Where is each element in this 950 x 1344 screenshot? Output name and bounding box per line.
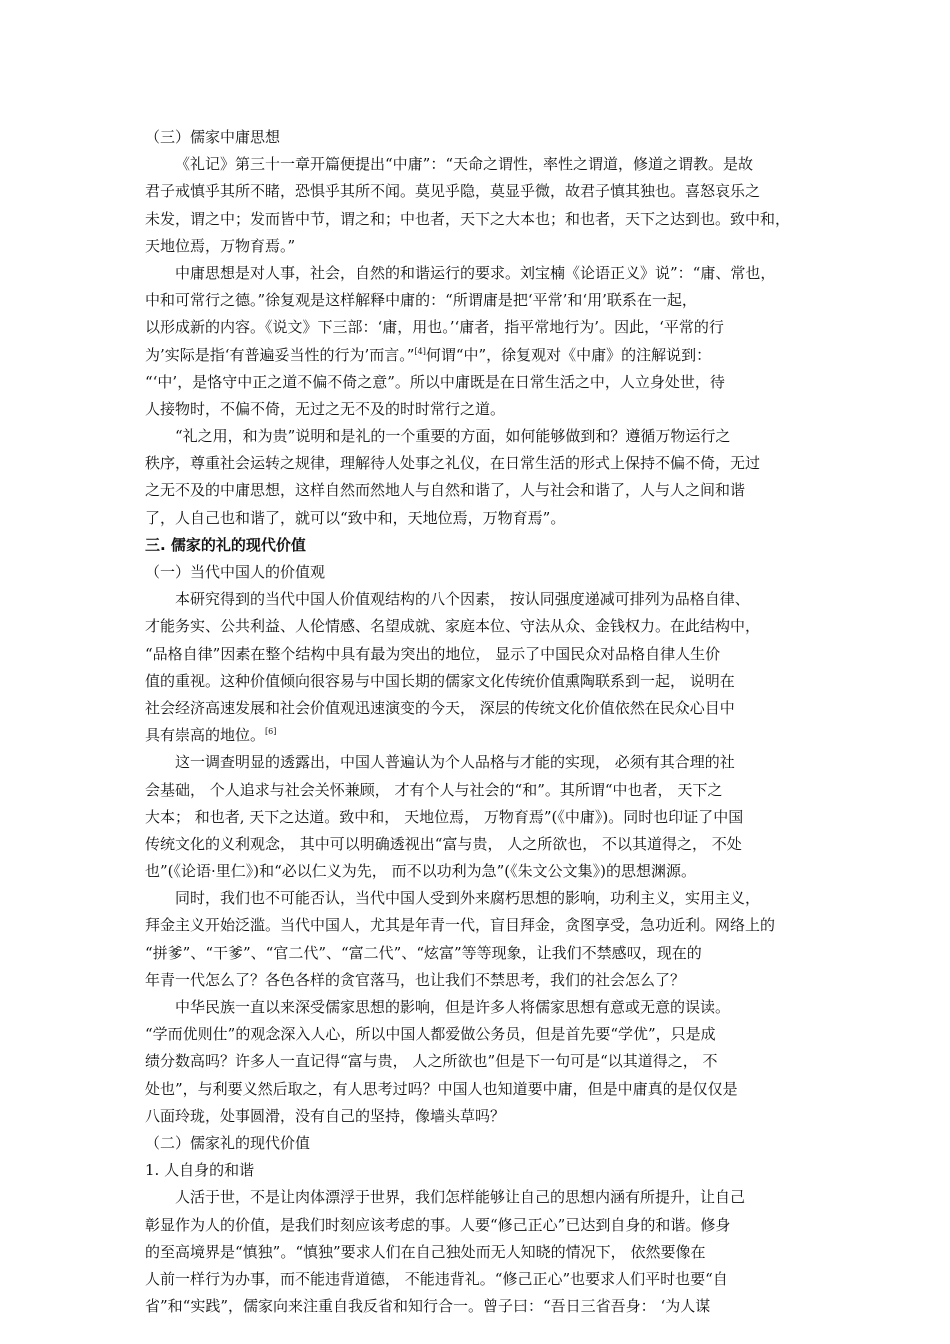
paragraph-line: 中和可常行之德。”徐复观是这样解释中庸的：“所谓庸是把‘平常’和‘用’联系在一起，	[145, 291, 697, 310]
paragraph-line: 人前一样行为办事，而不能违背道德， 不能违背礼。“修己正心”也要求人们平时也要“自	[145, 1269, 728, 1288]
paragraph-line: 《礼记》第三十一章开篇便提出“中庸”：“天命之谓性，率性之谓道，修道之谓教。是故	[175, 155, 754, 174]
paragraph-line: 君子戒慎乎其所不睹，恐惧乎其所不闻。莫见乎隐，莫显乎微，故君子慎其独也。喜怒哀乐之	[145, 182, 761, 201]
paragraph-line	[145, 722, 807, 749]
paragraph-line: 传统文化的义利观念， 其中可以明确透视出“富与贵， 人之所欲也， 不以其道得之， 不处	[145, 834, 742, 853]
paragraph-line: “‘中’，是恪守中正之道不偏不倚之意”。所以中庸既是在日常生活之中，人立身处世，待	[145, 372, 725, 391]
paragraph-line: 八面玲珑，处事圆滑，没有自己的坚持，像墙头草吗？	[145, 1106, 506, 1125]
paragraph-line: 会基础， 个人追求与社会关怀兼顾， 才有个人与社会的“和”。其所谓“中也者， 天下之	[145, 780, 723, 799]
heading-contemporary-values: （一）当代中国人的价值观	[145, 563, 326, 581]
paragraph-line: “品格自律”因素在整个结构中具有最为突出的地位， 显示了中国民众对品格自律人生价	[145, 644, 721, 663]
paragraph-line: “礼之用，和为贵”说明和是礼的一个重要的方面，如何能够做到和？遵循万物运行之	[175, 427, 731, 446]
paragraph-self-cultivation	[145, 1184, 807, 1320]
paragraph-line: 中华民族一直以来深受儒家思想的影响，但是许多人将儒家思想有意或无意的误读。	[175, 998, 731, 1016]
line-text: 何谓“中”，徐复观对《中庸》的注解说到：	[425, 345, 712, 364]
paragraph-line: 人活于世，不是让肉体漂浮于世界，我们怎样能够让自己的思想内涵有所提升，让自己	[175, 1188, 746, 1207]
paragraph-line	[145, 342, 807, 369]
paragraph-line: 才能务实、公共利益、人伦情感、名望成就、家庭本位、守法从众、金钱权力。在此结构中，	[145, 617, 761, 636]
paragraph-line: 彰显作为人的价值，是我们时刻应该考虑的事。人要“修己正心”已达到自身的和谐。修身	[145, 1215, 731, 1234]
paragraph-line: 省”和“实践”，儒家向来注重自我反省和知行合一。曾子曰：“吾日三省吾身： ‘为人谋	[145, 1297, 711, 1316]
paragraph-line: 大本； 和也者, 天下之达道。致中和， 天地位焉， 万物育焉”(《中庸》)。同时也印证了中国	[145, 807, 744, 826]
line-text: 具有崇高的地位。	[145, 726, 266, 745]
paragraph-line: 年青一代怎么了？各色各样的贪官落马，也让我们不禁思考，我们的社会怎么了？	[145, 970, 686, 989]
paragraph-misreading	[145, 994, 807, 1130]
paragraph-line: 了，人自己也和谐了，就可以“致中和，天地位焉，万物育焉”。	[145, 508, 566, 527]
paragraph-line: 绩分数高吗？许多人一直记得“富与贵， 人之所欲也”但是下一句可是“以其道得之， 不	[145, 1052, 718, 1071]
paragraph-line: 拜金主义开始泛滥。当代中国人，尤其是年青一代，盲目拜金，贪图享受，急功近利。网络上的	[145, 916, 776, 935]
paragraph-line: 之无不及的中庸思想，这样自然而然地人与自然和谐了，人与社会和谐了，人与人之间和谐	[145, 481, 746, 500]
paragraph-line: 也”(《论语·里仁》)和“必以仁义为先， 而不以功利为急”(《朱文公文集》)的思想渊源。	[145, 862, 696, 881]
paragraph-zhongyong-meaning	[145, 260, 807, 423]
paragraph-line: 的至高境界是“慎独”。“慎独”要求人们在自己独处而无人知晓的情况下， 依然要像在	[145, 1242, 706, 1261]
paragraph-value-structure	[145, 586, 807, 749]
paragraph-line: 这一调查明显的透露出，中国人普遍认为个人品格与才能的实现， 必须有其合理的社	[175, 753, 735, 772]
paragraph-line: 天地位焉，万物育焉。”	[145, 236, 296, 255]
heading-confucian-zhongyong: （三）儒家中庸思想	[145, 128, 281, 146]
paragraph-line: “学而优则仕”的观念深入人心，所以中国人都爱做公务员，但是首先要“学优”，只是成	[145, 1025, 716, 1044]
paragraph-line: 处也”，与利要义然后取之，有人思考过吗？中国人也知道要中庸，但是中庸真的是仅仅是	[145, 1079, 738, 1098]
paragraph-line: “拼爹”、“干爹”、“官二代”、“富二代”、“炫富”等等现象，让我们不禁感叹，现在的	[145, 943, 702, 962]
heading-modern-value: （二）儒家礼的现代价值	[145, 1133, 311, 1152]
citation-ref: [6]	[265, 727, 277, 737]
paragraph-line: 秩序，尊重社会运转之规律，理解待人处事之礼仪，在日常生活的形式上保持不偏不倚，无过	[145, 454, 761, 473]
document-page	[145, 124, 807, 1320]
heading-self-harmony: 1. 人自身的和谐	[145, 1161, 255, 1180]
paragraph-line: 未发，谓之中；发而皆中节，谓之和；中也者，天下之大本也；和也者，天下之达到也。致中和，	[145, 209, 791, 228]
line-text: 为’实际是指‘有普遍妥当性的行为’而言。”	[145, 345, 415, 364]
paragraph-line: 本研究得到的当代中国人价值观结构的八个因素， 按认同强度递减可排列为品格自律、	[175, 590, 750, 609]
paragraph-line: 以形成新的内容。《说文》下三部：‘庸，用也。’‘庸者，指平常地行为’。因此，‘平常的行	[145, 318, 724, 337]
paragraph-line: 人接物时，不偏不倚，无过之无不及的时时常行之道。	[145, 399, 506, 418]
paragraph-line: 值的重视。这种价值倾向很容易与中国长期的儒家文化传统价值熏陶联系到一起， 说明在	[145, 671, 735, 690]
paragraph-li-he	[145, 423, 807, 532]
paragraph-utilitarianism	[145, 885, 807, 994]
citation-ref: [4]	[414, 346, 426, 356]
heading-section-3: 三. 儒家的礼的现代价值	[145, 535, 306, 554]
paragraph-line: 同时，我们也不可能否认，当代中国人受到外来腐朽思想的影响，功利主义，实用主义，	[175, 889, 761, 908]
paragraph-survey	[145, 749, 807, 885]
paragraph-line: 社会经济高速发展和社会价值观迅速演变的今天， 深层的传统文化价值依然在民众心目中	[145, 698, 735, 717]
paragraph-liji	[145, 151, 807, 260]
paragraph-line: 中庸思想是对人事，社会，自然的和谐运行的要求。刘宝楠《论语正义》说”：“庸、常也，	[175, 263, 776, 282]
